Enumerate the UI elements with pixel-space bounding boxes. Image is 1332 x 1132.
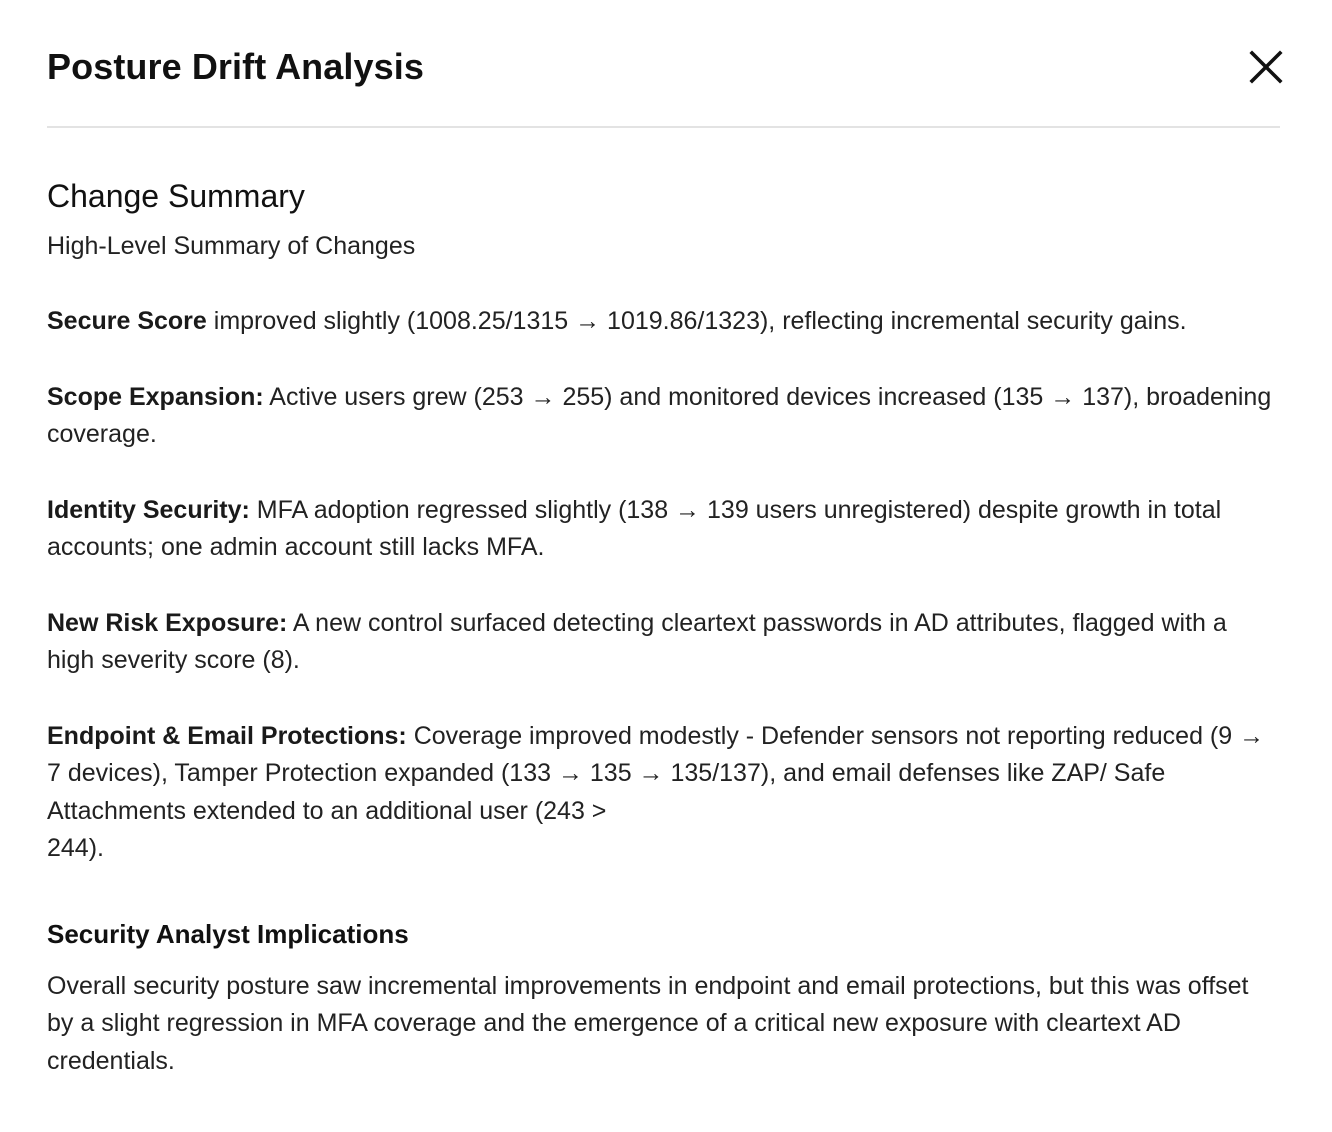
change-item-label: Endpoint & Email Protections: (47, 721, 407, 750)
change-item-identity-security (47, 492, 1272, 567)
close-icon[interactable] (1248, 49, 1284, 85)
change-item-text-tail: 244). (47, 834, 104, 862)
dialog-header (47, 0, 1280, 128)
close-button[interactable] (1246, 47, 1286, 87)
change-summary-heading: Change Summary (47, 178, 305, 214)
implications-heading: Security Analyst Implications (47, 918, 409, 949)
dialog-title: Posture Drift Analysis (47, 46, 424, 87)
change-item-label: Secure Score (47, 307, 207, 335)
change-item-text: A new control surfaced detecting cleartext passwords in AD attributes, flagged with a high severity score (8). (47, 608, 1227, 674)
change-summary-subheading: High-Level Summary of Changes (47, 232, 416, 260)
change-item-label: New Risk Exposure: (47, 608, 288, 637)
change-item-scope-expansion (47, 379, 1272, 454)
change-item-text: MFA adoption regressed slightly (138 → 139 users unregistered) despite growth in total accounts; one admin account still lacks MFA. (47, 495, 1222, 561)
change-item-endpoint-email (47, 718, 1272, 868)
change-item-secure-score (47, 303, 1272, 341)
change-item-label: Identity Security: (47, 495, 250, 524)
implications-text: Overall security posture saw incremental improvements in endpoint and email protections, but this was offset by a slight regression in MFA coverage and the emergence of a critical new exposure with cleartext AD credentials. (47, 971, 1249, 1075)
change-item-text: Coverage improved modestly - Defender sensors not reporting reduced (9 → 7 devices), Tamper Protection expanded (133 → 135 → 135/137), and email defenses like ZAP/ Safe Attachments extended to an additional user (243 > (47, 721, 1265, 825)
change-item-label: Scope Expansion: (47, 382, 264, 411)
change-item-new-risk-exposure (47, 605, 1272, 680)
change-item-text: improved slightly (1008.25/1315 → 1019.86/1323), reflecting incremental security gains. (206, 307, 1187, 335)
change-item-text: Active users grew (253 → 255) and monitored devices increased (135 → 137), broadening coverage. (47, 382, 1272, 448)
